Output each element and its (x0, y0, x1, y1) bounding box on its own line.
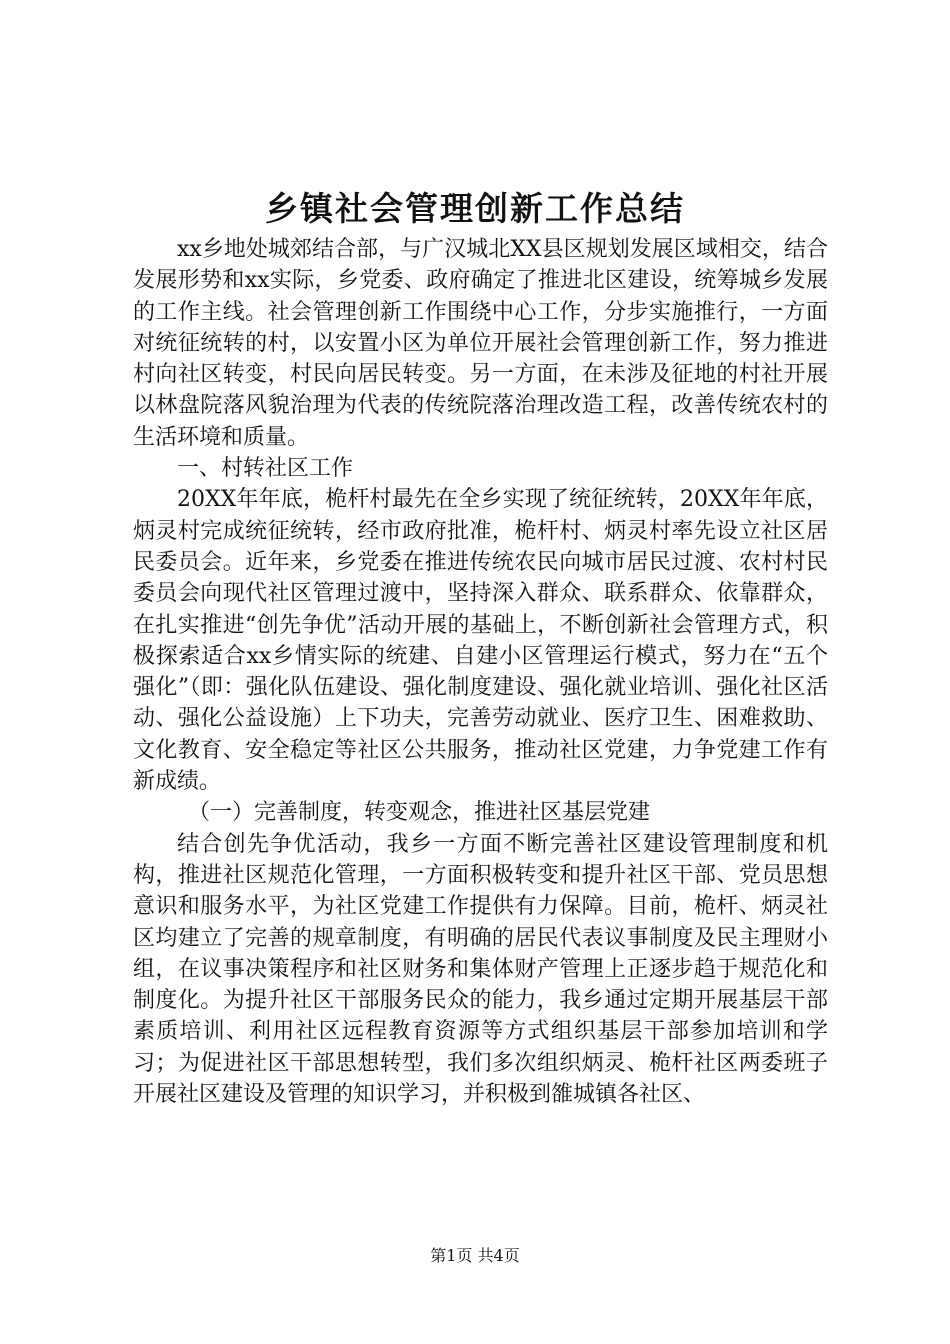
page-number-footer: 第1页 共4页 (430, 1246, 520, 1265)
section-heading-village-to-community: 一、村转社区工作 (177, 456, 354, 482)
document-title: 乡镇社会管理创新工作总结 (265, 189, 685, 228)
paragraph-intro: xx乡地处城郊结合部，与广汉城北XX县区规划发展区域相交，结合发展形势和xx实际，乡党委、政府确定了推进北区建设，统筹城乡发展的工作主线。社会管理创新工作围绕中心工作，分步实施推行，一方面对统征统转的村，以安置小区为单位开展社会管理创新工作，努力推进村向社区转变，村民向居民转变。另一方面，在未涉及征地的村社开展以林盘院落风貌治理为代表的传统院落治理改造工程，改善传统农村的生活环境和质量。 (133, 237, 828, 450)
paragraph-village-to-community: 20XX年年底，桅杆村最先在全乡实现了统征统转，20XX年年底，炳灵村完成统征统转，经市政府批准，桅杆村、炳灵村率先设立社区居民委员会。近年来，乡党委在推进传统农民向城市居民过渡、农村村民委员会向现代社区管理过渡中，坚持深入群众、联系群众、依靠群众，在扎实推进“创先争优”活动开展的基础上，不断创新社会管理方式，积极探索适合xx乡情实际的统建、自建小区管理运行模式，努力在“五个强化”（即：强化队伍建设、强化制度建设、强化就业培训、强化社区活动、强化公益设施）上下功夫，完善劳动就业、医疗卫生、困难救助、文化教育、安全稳定等社区公共服务，推动社区党建，力争党建工作有新成绩。 (133, 487, 828, 795)
document-body (133, 234, 828, 1110)
paragraph-improve-system: 结合创先争优活动，我乡一方面不断完善社区建设管理制度和机构，推进社区规范化管理，一方面积极转变和提升社区干部、党员思想意识和服务水平，为社区党建工作提供有力保障。目前，桅杆、炳灵社区均建立了完善的规章制度，有明确的居民代表议事制度及民主理财小组，在议事决策程序和社区财务和集体财产管理上正逐步趋于规范化和制度化。为提升社区干部服务民众的能力，我乡通过定期开展基层干部素质培训、利用社区远程教育资源等方式组织基层干部参加培训和学习；为促进社区干部思想转型，我们多次组织炳灵、桅杆社区两委班子开展社区建设及管理的知识学习，并积极到雒城镇各社区、 (133, 831, 828, 1108)
subsection-heading-improve-system: （一）完善制度，转变观念，推进社区基层党建 (188, 800, 651, 826)
